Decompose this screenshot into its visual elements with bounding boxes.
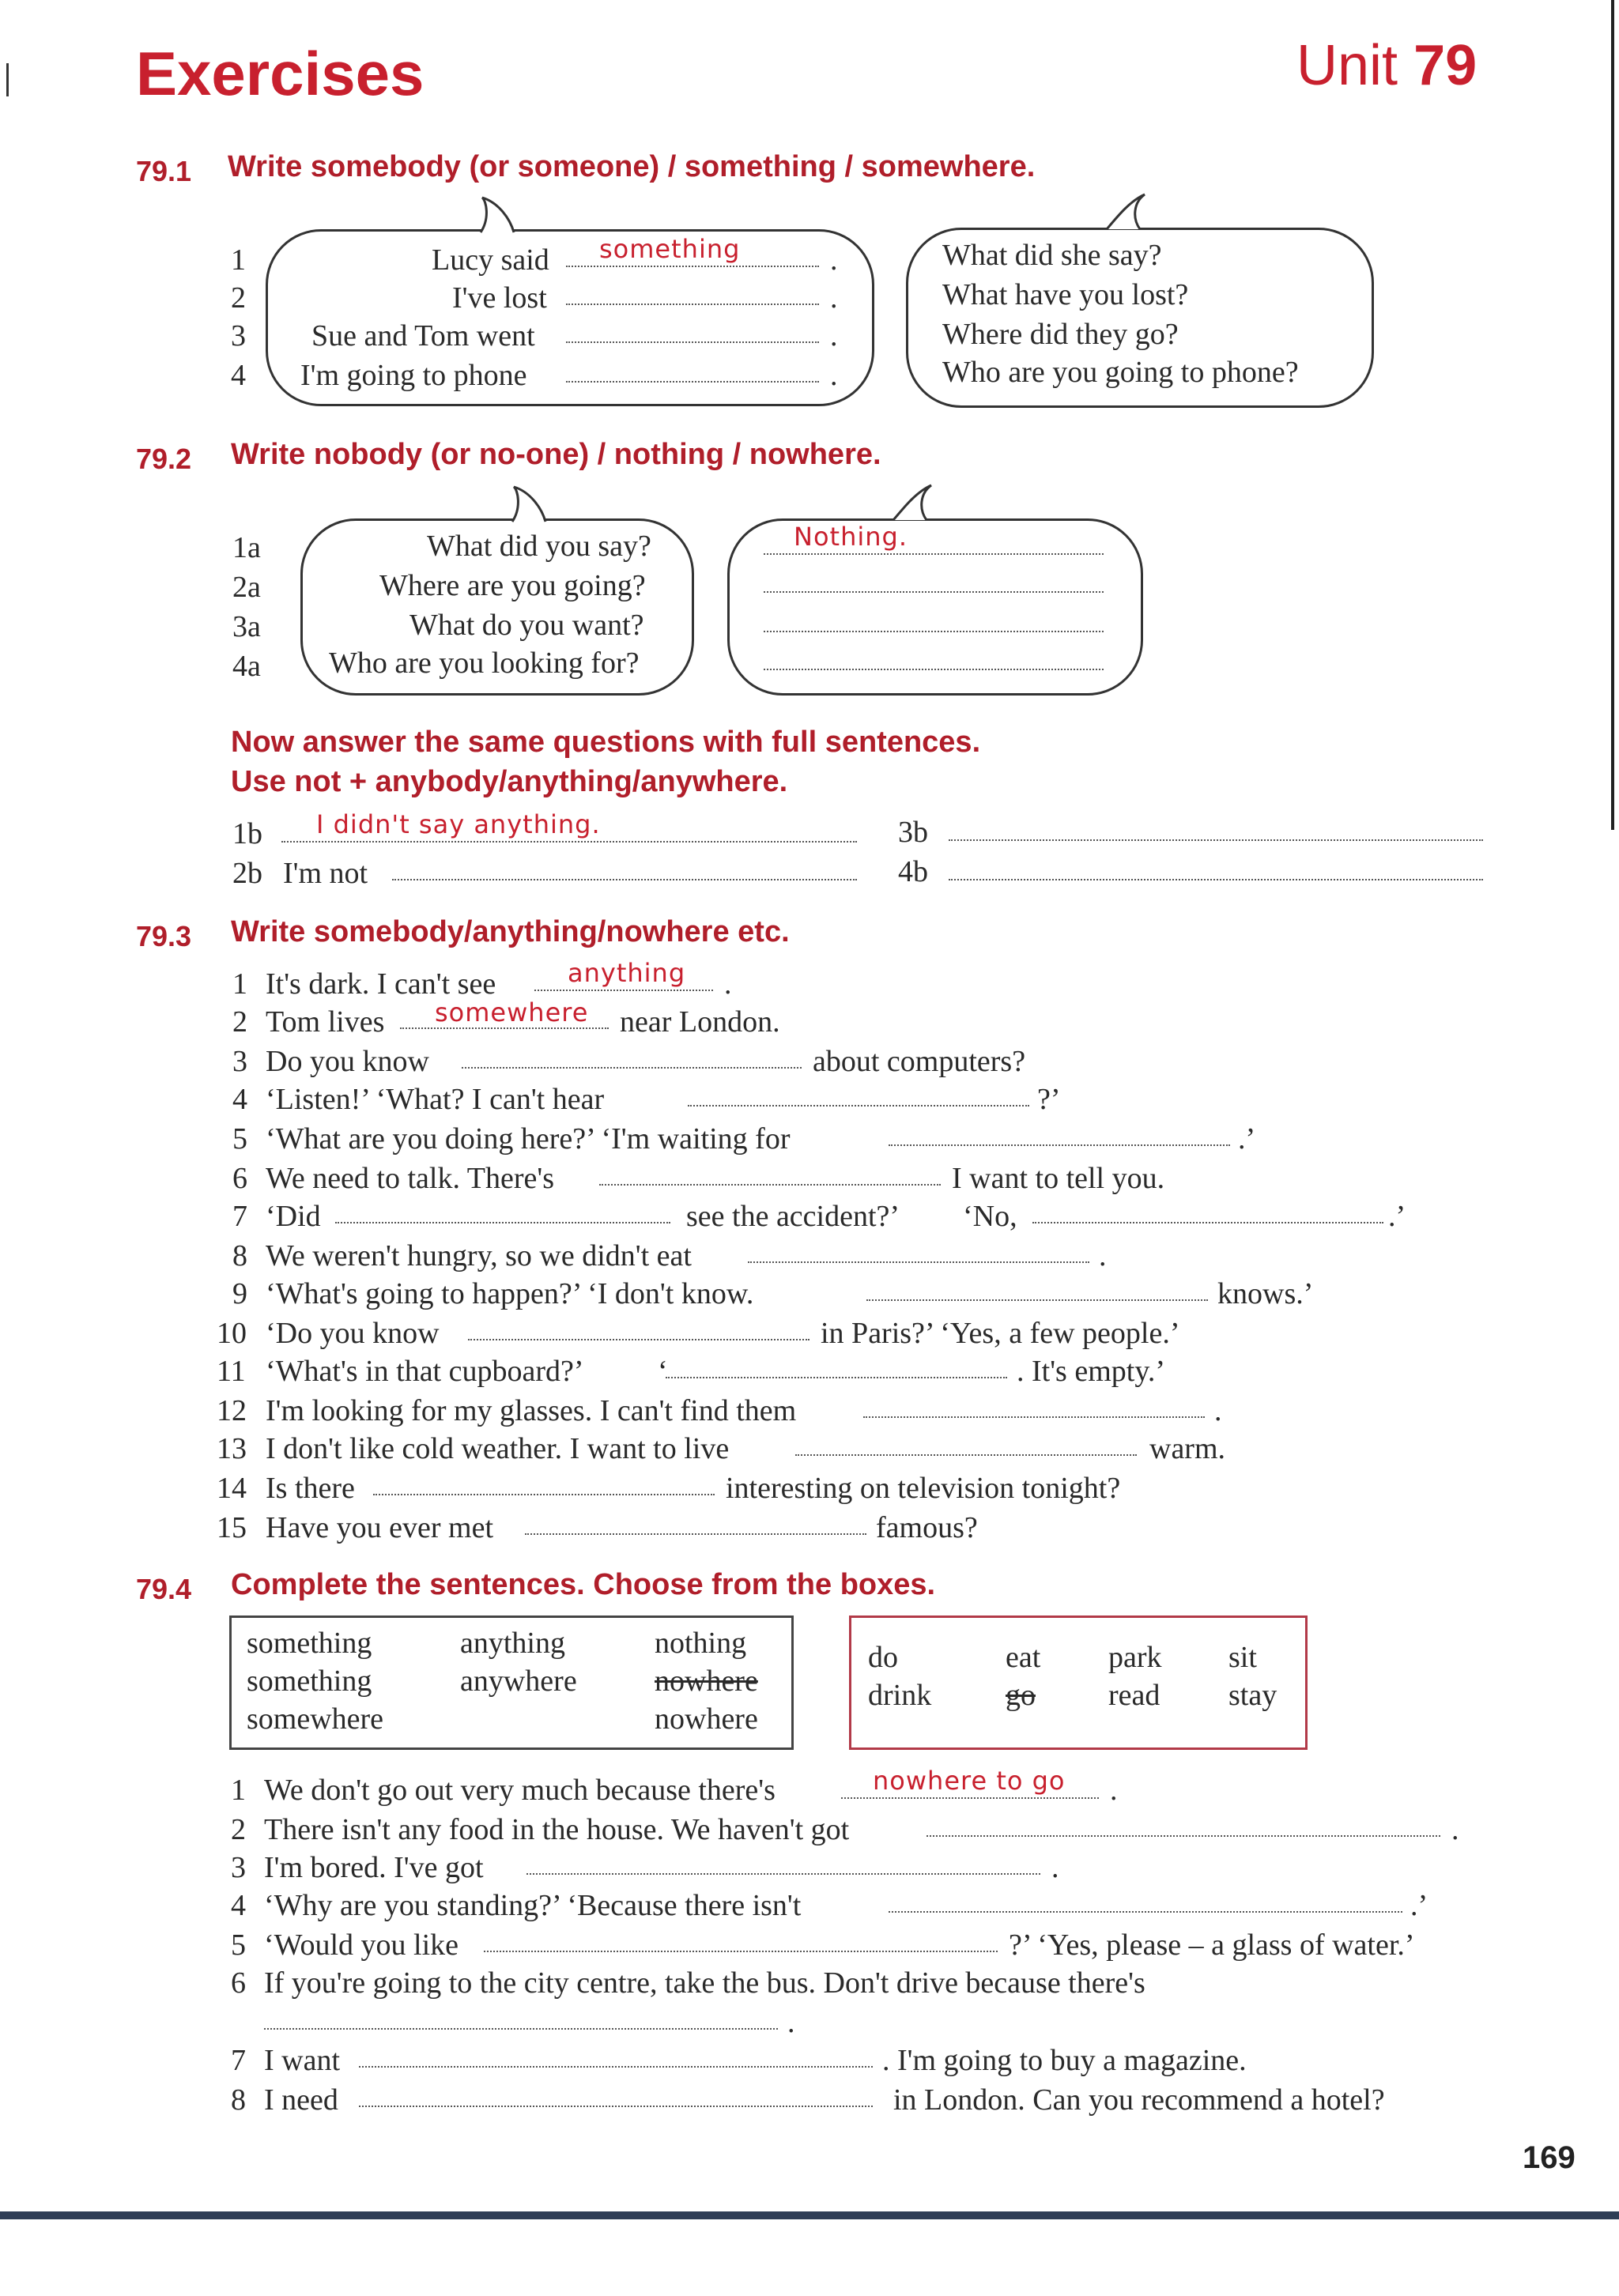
answer-blank[interactable] <box>764 669 1104 670</box>
answer-blank[interactable] <box>566 266 819 267</box>
item-text-end: interesting on television tonight? <box>726 1472 1121 1505</box>
answer-blank[interactable] <box>566 303 819 305</box>
item-number: 1 <box>231 243 246 277</box>
item-prompt: I'm going to phone <box>300 359 527 392</box>
item-text: ‘What are you doing here?’ ‘I'm waiting for <box>266 1122 791 1156</box>
item-text-end: knows.’ <box>1217 1277 1314 1310</box>
question-line: What did she say? <box>942 239 1162 272</box>
handwritten-answer: nowhere to go <box>873 1766 1066 1796</box>
handwritten-answer: Nothing. <box>794 522 908 552</box>
item-number: 3b <box>898 816 928 849</box>
answer-blank[interactable] <box>566 341 819 343</box>
answer-blank[interactable] <box>392 879 857 880</box>
item-text: It's dark. I can't see <box>266 967 496 1001</box>
item-text-end: . <box>1214 1394 1222 1427</box>
section-number-79-3: 79.3 <box>136 920 192 952</box>
answer-blank[interactable] <box>526 1873 1040 1875</box>
item-text-end: near London. <box>620 1005 780 1039</box>
item-text: Tom lives <box>266 1005 385 1039</box>
item-number: 2 <box>232 1005 247 1039</box>
item-number: 1 <box>232 967 247 1001</box>
item-text: I'm bored. I've got <box>264 1851 484 1884</box>
bubble-tail-questions <box>1099 191 1154 231</box>
word-option: eat <box>1006 1641 1041 1674</box>
item-end: . <box>830 359 838 392</box>
answer-blank[interactable] <box>764 631 1104 632</box>
unit-label: Unit <box>1296 34 1398 97</box>
handwritten-answer: somewhere <box>435 997 589 1027</box>
item-text-end: .’ <box>1238 1122 1256 1156</box>
answer-blank[interactable] <box>795 1454 1137 1456</box>
word-option: stay <box>1228 1679 1277 1712</box>
item-text: ‘What's going to happen?’ ‘I don't know. <box>266 1277 754 1310</box>
item-end: . <box>830 243 838 277</box>
item-text-end: . <box>787 2006 795 2039</box>
answer-blank[interactable] <box>688 1105 1029 1107</box>
section-number-79-1: 79.1 <box>136 155 192 187</box>
answer-blank[interactable] <box>949 839 1483 841</box>
answer-blank[interactable] <box>462 1067 802 1069</box>
word-option: anything <box>460 1627 565 1660</box>
answer-blank[interactable] <box>359 2066 873 2068</box>
section-instruction-79-1: Write somebody (or someone) / something / somewhere. <box>228 150 1036 183</box>
word-option: nothing <box>655 1627 747 1660</box>
bottom-border <box>0 2211 1619 2219</box>
section-instruction-79-2: Write nobody (or no-one) / nothing / nowhere. <box>231 438 881 471</box>
answer-blank[interactable] <box>889 1144 1230 1146</box>
item-number: 2b <box>232 857 262 890</box>
section-instruction-79-2b-line1: Now answer the same questions with full sentences. <box>231 726 981 759</box>
unit-number: 79 <box>1413 34 1477 97</box>
item-number: 15 <box>217 1511 247 1544</box>
item-text-end: I want to tell you. <box>952 1162 1165 1195</box>
item-text: ‘Why are you standing?’ ‘Because there isn't <box>264 1889 802 1922</box>
item-text: Do you know <box>266 1045 429 1078</box>
item-text-end: . <box>1451 1813 1459 1846</box>
word-option: drink <box>868 1679 932 1712</box>
item-number: 6 <box>232 1162 247 1195</box>
answer-blank[interactable] <box>949 879 1483 880</box>
question-line: Where did they go? <box>942 318 1179 351</box>
answer-blank[interactable] <box>400 1027 609 1029</box>
item-text-end: ?’ <box>1037 1083 1061 1116</box>
answer-blank[interactable] <box>764 591 1104 593</box>
item-number: 1b <box>232 817 262 850</box>
item-number: 3a <box>232 610 261 643</box>
item-text: If you're going to the city centre, take the bus. Don't drive because there's <box>264 1966 1145 2000</box>
item-text-end: famous? <box>876 1511 978 1544</box>
answer-blank[interactable] <box>1032 1222 1383 1223</box>
item-number: 4 <box>231 359 246 392</box>
answer-blank[interactable] <box>373 1494 715 1495</box>
item-text-end: . <box>1051 1851 1059 1884</box>
item-number: 2 <box>231 281 246 315</box>
answer-blank[interactable] <box>525 1533 866 1535</box>
answer-blank[interactable] <box>281 841 857 843</box>
word-option: nowhere <box>655 1702 758 1736</box>
item-prompt: What did you say? <box>427 530 651 563</box>
handwritten-answer: anything <box>568 958 686 988</box>
page-title: Exercises <box>136 39 425 108</box>
item-number: 9 <box>232 1277 247 1310</box>
answer-blank[interactable] <box>866 1299 1208 1301</box>
word-option: sit <box>1228 1641 1257 1674</box>
answer-blank[interactable] <box>566 381 819 383</box>
answer-blank[interactable] <box>666 1377 1007 1378</box>
item-prompt: I've lost <box>452 281 547 315</box>
word-option: something <box>247 1665 372 1698</box>
word-option: read <box>1108 1679 1160 1712</box>
item-text-end: in London. Can you recommend a hotel? <box>893 2083 1385 2117</box>
item-number: 6 <box>231 1966 246 2000</box>
item-prompt: Where are you going? <box>379 569 646 602</box>
item-text: There isn't any food in the house. We haven't got <box>264 1813 850 1846</box>
answer-blank[interactable] <box>359 2106 873 2107</box>
item-text-end: . I'm going to buy a magazine. <box>882 2044 1247 2077</box>
item-number: 5 <box>231 1928 246 1962</box>
answer-blank[interactable] <box>534 990 713 991</box>
answer-blank[interactable] <box>764 553 1104 555</box>
word-option-used: nowhere <box>655 1665 758 1698</box>
item-number: 10 <box>217 1317 247 1350</box>
item-number: 7 <box>231 2044 246 2077</box>
item-end: . <box>830 281 838 315</box>
item-prompt: Sue and Tom went <box>311 319 535 353</box>
section-instruction-79-3: Write somebody/anything/nowhere etc. <box>231 915 790 948</box>
item-prompt: What do you want? <box>409 609 644 642</box>
word-option: anywhere <box>460 1665 577 1698</box>
item-number: 14 <box>217 1472 247 1505</box>
item-number: 4 <box>231 1889 246 1922</box>
item-text: ‘Do you know <box>266 1317 440 1350</box>
answer-blank[interactable] <box>841 1797 1099 1799</box>
item-text: I want <box>264 2044 341 2077</box>
item-text: I don't like cold weather. I want to live <box>266 1432 730 1465</box>
item-text-end: warm. <box>1149 1432 1226 1465</box>
item-text-end: . <box>724 967 732 1001</box>
item-text: Have you ever met <box>266 1511 494 1544</box>
item-open-quote: ‘ <box>658 1355 668 1388</box>
word-option: park <box>1108 1641 1162 1674</box>
left-margin-mark <box>6 63 9 96</box>
item-text: Is there <box>266 1472 355 1505</box>
bubble-tail-questions-2 <box>506 484 561 523</box>
item-number: 5 <box>232 1122 247 1156</box>
item-text-mid: see the accident?’ <box>686 1200 900 1233</box>
item-number: 4a <box>232 650 261 683</box>
item-number: 12 <box>217 1394 247 1427</box>
item-number: 1a <box>232 531 261 564</box>
answer-blank[interactable] <box>599 1184 941 1186</box>
question-line: Who are you going to phone? <box>942 356 1299 389</box>
item-text: We need to talk. There's <box>266 1162 555 1195</box>
item-text: We don't go out very much because there's <box>264 1774 776 1807</box>
word-option: something <box>247 1627 372 1660</box>
answer-blank[interactable] <box>889 1911 1402 1913</box>
item-text: ‘Would you like <box>264 1928 459 1962</box>
item-number: 13 <box>217 1432 247 1465</box>
section-number-79-4: 79.4 <box>136 1573 192 1605</box>
word-option-used: go <box>1006 1679 1036 1712</box>
item-text: I'm looking for my glasses. I can't find them <box>266 1394 797 1427</box>
item-text-end: . <box>1099 1239 1107 1272</box>
handwritten-answer: I didn't say anything. <box>316 809 601 839</box>
item-number: 2a <box>232 571 261 604</box>
item-number: 8 <box>231 2083 246 2117</box>
item-text-end: . <box>1110 1774 1118 1807</box>
section-instruction-79-4: Complete the sentences. Choose from the boxes. <box>231 1568 936 1601</box>
item-number: 3 <box>231 1851 246 1884</box>
item-text-mid2: ‘No, <box>963 1200 1017 1233</box>
page-number: 169 <box>1523 2140 1576 2175</box>
answer-blank[interactable] <box>926 1835 1440 1837</box>
item-number: 4 <box>232 1083 247 1116</box>
item-number: 2 <box>231 1813 246 1846</box>
item-text-end: ?’ ‘Yes, please – a glass of water.’ <box>1009 1928 1415 1962</box>
item-number: 3 <box>232 1045 247 1078</box>
item-text: ‘Listen!’ ‘What? I can't hear <box>266 1083 605 1116</box>
item-number: 3 <box>231 319 246 353</box>
answer-blank[interactable] <box>468 1339 810 1340</box>
answer-blank[interactable] <box>863 1416 1205 1418</box>
right-edge-line <box>1611 0 1614 830</box>
item-text: ‘Did <box>266 1200 321 1233</box>
item-number: 4b <box>898 855 928 888</box>
item-text-end: . It's empty.’ <box>1017 1355 1166 1388</box>
answer-blank[interactable] <box>335 1222 670 1223</box>
answer-blank[interactable] <box>748 1261 1089 1263</box>
item-text-end: about computers? <box>813 1045 1026 1078</box>
item-text: ‘What's in that cupboard?’ <box>266 1355 584 1388</box>
item-number: 8 <box>232 1239 247 1272</box>
item-prompt: Lucy said <box>432 243 549 277</box>
word-option: do <box>868 1641 898 1674</box>
answer-blank[interactable] <box>264 2028 778 2030</box>
bubble-tail-answers-2 <box>885 482 941 522</box>
item-number: 11 <box>217 1355 246 1388</box>
word-option: somewhere <box>247 1702 384 1736</box>
item-number: 7 <box>232 1200 247 1233</box>
item-text-end: .’ <box>1410 1889 1428 1922</box>
item-prompt: Who are you looking for? <box>329 647 640 680</box>
item-end: . <box>830 319 838 353</box>
question-line: What have you lost? <box>942 278 1189 311</box>
bubble-tail-statements <box>474 194 530 234</box>
item-text: I need <box>264 2083 338 2117</box>
answer-blank[interactable] <box>484 1951 998 1952</box>
item-text-end: .’ <box>1388 1200 1406 1233</box>
section-number-79-2: 79.2 <box>136 443 192 475</box>
item-text: We weren't hungry, so we didn't eat <box>266 1239 692 1272</box>
unit-heading <box>1296 33 1477 98</box>
item-text-end: in Paris?’ ‘Yes, a few people.’ <box>821 1317 1180 1350</box>
item-number: 1 <box>231 1774 246 1807</box>
item-prompt: I'm not <box>283 857 368 890</box>
section-instruction-79-2b-line2: Use not + anybody/anything/anywhere. <box>231 765 788 798</box>
handwritten-answer: something <box>599 234 741 264</box>
